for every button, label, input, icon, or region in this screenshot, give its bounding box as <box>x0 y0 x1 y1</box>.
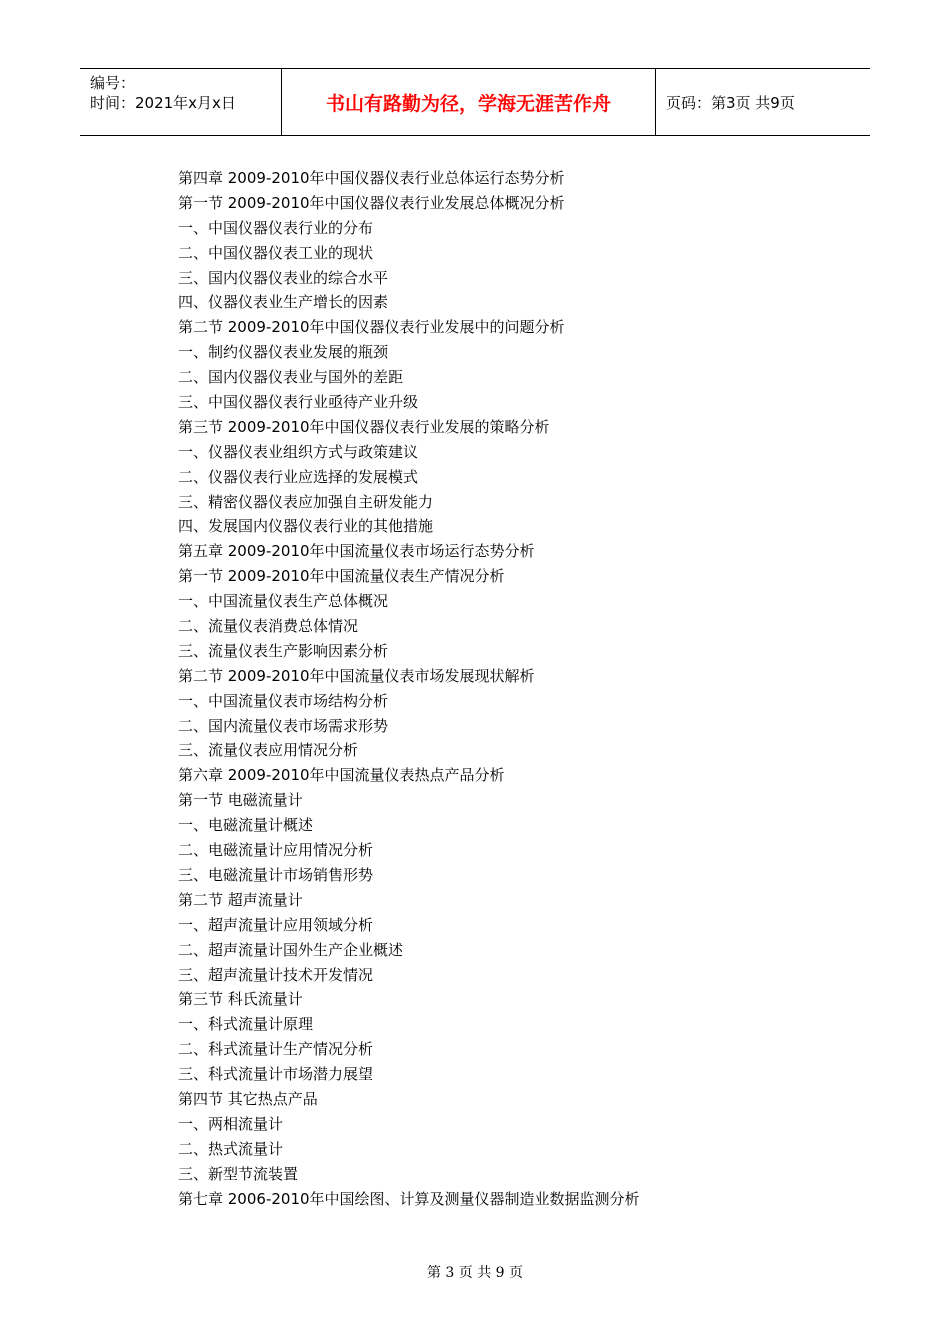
toc-line: 二、热式流量计 <box>178 1139 284 1158</box>
toc-line: 三、中国仪器仪表行业亟待产业升级 <box>178 393 419 412</box>
toc-line: 第三节 科氏流量计 <box>178 990 303 1009</box>
toc-line: 二、中国仪器仪表工业的现状 <box>178 243 374 262</box>
toc-line: 第一节 电磁流量计 <box>178 791 303 810</box>
toc-line: 三、超声流量计技术开发情况 <box>178 965 374 984</box>
toc-line: 三、新型节流装置 <box>178 1164 299 1183</box>
toc-line: 第四节 其它热点产品 <box>178 1089 318 1108</box>
toc-line: 第一节 2009-2010年中国仪器仪表行业发展总体概况分析 <box>178 193 565 212</box>
toc-line: 第七章 2006-2010年中国绘图、计算及测量仪器制造业数据监测分析 <box>178 1189 640 1208</box>
toc-line: 一、制约仪器仪表业发展的瓶颈 <box>178 343 389 362</box>
toc-line: 三、国内仪器仪表业的综合水平 <box>178 268 389 287</box>
toc-line: 二、电磁流量计应用情况分析 <box>178 841 374 860</box>
toc-line: 三、电磁流量计市场销售形势 <box>178 865 374 884</box>
table-of-contents <box>178 166 838 1211</box>
toc-line: 二、流量仪表消费总体情况 <box>178 617 359 636</box>
toc-line: 第二节 超声流量计 <box>178 890 303 909</box>
toc-line: 第二节 2009-2010年中国流量仪表市场发展现状解析 <box>178 666 535 685</box>
toc-line: 第四章 2009-2010年中国仪器仪表行业总体运行态势分析 <box>178 169 565 187</box>
toc-line: 一、中国仪器仪表行业的分布 <box>178 218 374 237</box>
footer-page-number: 第 3 页 共 9 页 <box>426 1265 524 1281</box>
toc-line: 四、仪器仪表业生产增长的因素 <box>178 293 389 312</box>
toc-line: 第五章 2009-2010年中国流量仪表市场运行态势分析 <box>178 542 535 561</box>
toc-line: 第三节 2009-2010年中国仪器仪表行业发展的策略分析 <box>178 417 550 436</box>
page-footer <box>0 1262 950 1282</box>
header-motto: 书山有路勤为径，学海无涯苦作舟 <box>325 92 611 115</box>
toc-line: 一、电磁流量计概述 <box>178 816 314 835</box>
toc-line: 第一节 2009-2010年中国流量仪表生产情况分析 <box>178 567 505 586</box>
toc-line: 三、流量仪表生产影响因素分析 <box>178 641 389 660</box>
document-number-label: 编号： <box>90 74 136 92</box>
toc-line: 第二节 2009-2010年中国仪器仪表行业发展中的问题分析 <box>178 318 565 337</box>
toc-line: 三、流量仪表应用情况分析 <box>178 741 359 760</box>
page-header <box>80 68 870 136</box>
header-info-cell <box>80 69 282 135</box>
toc-line: 第六章 2009-2010年中国流量仪表热点产品分析 <box>178 766 505 785</box>
toc-line: 二、仪器仪表行业应选择的发展模式 <box>178 467 419 486</box>
toc-line: 一、中国流量仪表生产总体概况 <box>178 592 389 611</box>
toc-line: 二、科式流量计生产情况分析 <box>178 1040 374 1059</box>
toc-line: 四、发展国内仪器仪表行业的其他措施 <box>178 517 434 536</box>
toc-line: 一、仪器仪表业组织方式与政策建议 <box>178 442 419 461</box>
toc-line: 三、科式流量计市场潜力展望 <box>178 1065 374 1084</box>
toc-line: 一、超声流量计应用领域分析 <box>178 915 374 934</box>
document-time-label: 时间：2021年x月x日 <box>90 94 236 112</box>
toc-line: 一、科式流量计原理 <box>178 1015 314 1034</box>
header-page-cell <box>656 69 870 135</box>
toc-line: 二、国内仪器仪表业与国外的差距 <box>178 368 404 387</box>
toc-line: 一、两相流量计 <box>178 1114 284 1133</box>
toc-line: 二、超声流量计国外生产企业概述 <box>178 940 404 959</box>
header-page-code: 页码：第3页 共9页 <box>666 93 795 112</box>
header-motto-cell <box>282 69 656 135</box>
toc-line: 三、精密仪器仪表应加强自主研发能力 <box>178 492 434 511</box>
toc-line: 一、中国流量仪表市场结构分析 <box>178 691 389 710</box>
toc-line: 二、国内流量仪表市场需求形势 <box>178 716 389 735</box>
